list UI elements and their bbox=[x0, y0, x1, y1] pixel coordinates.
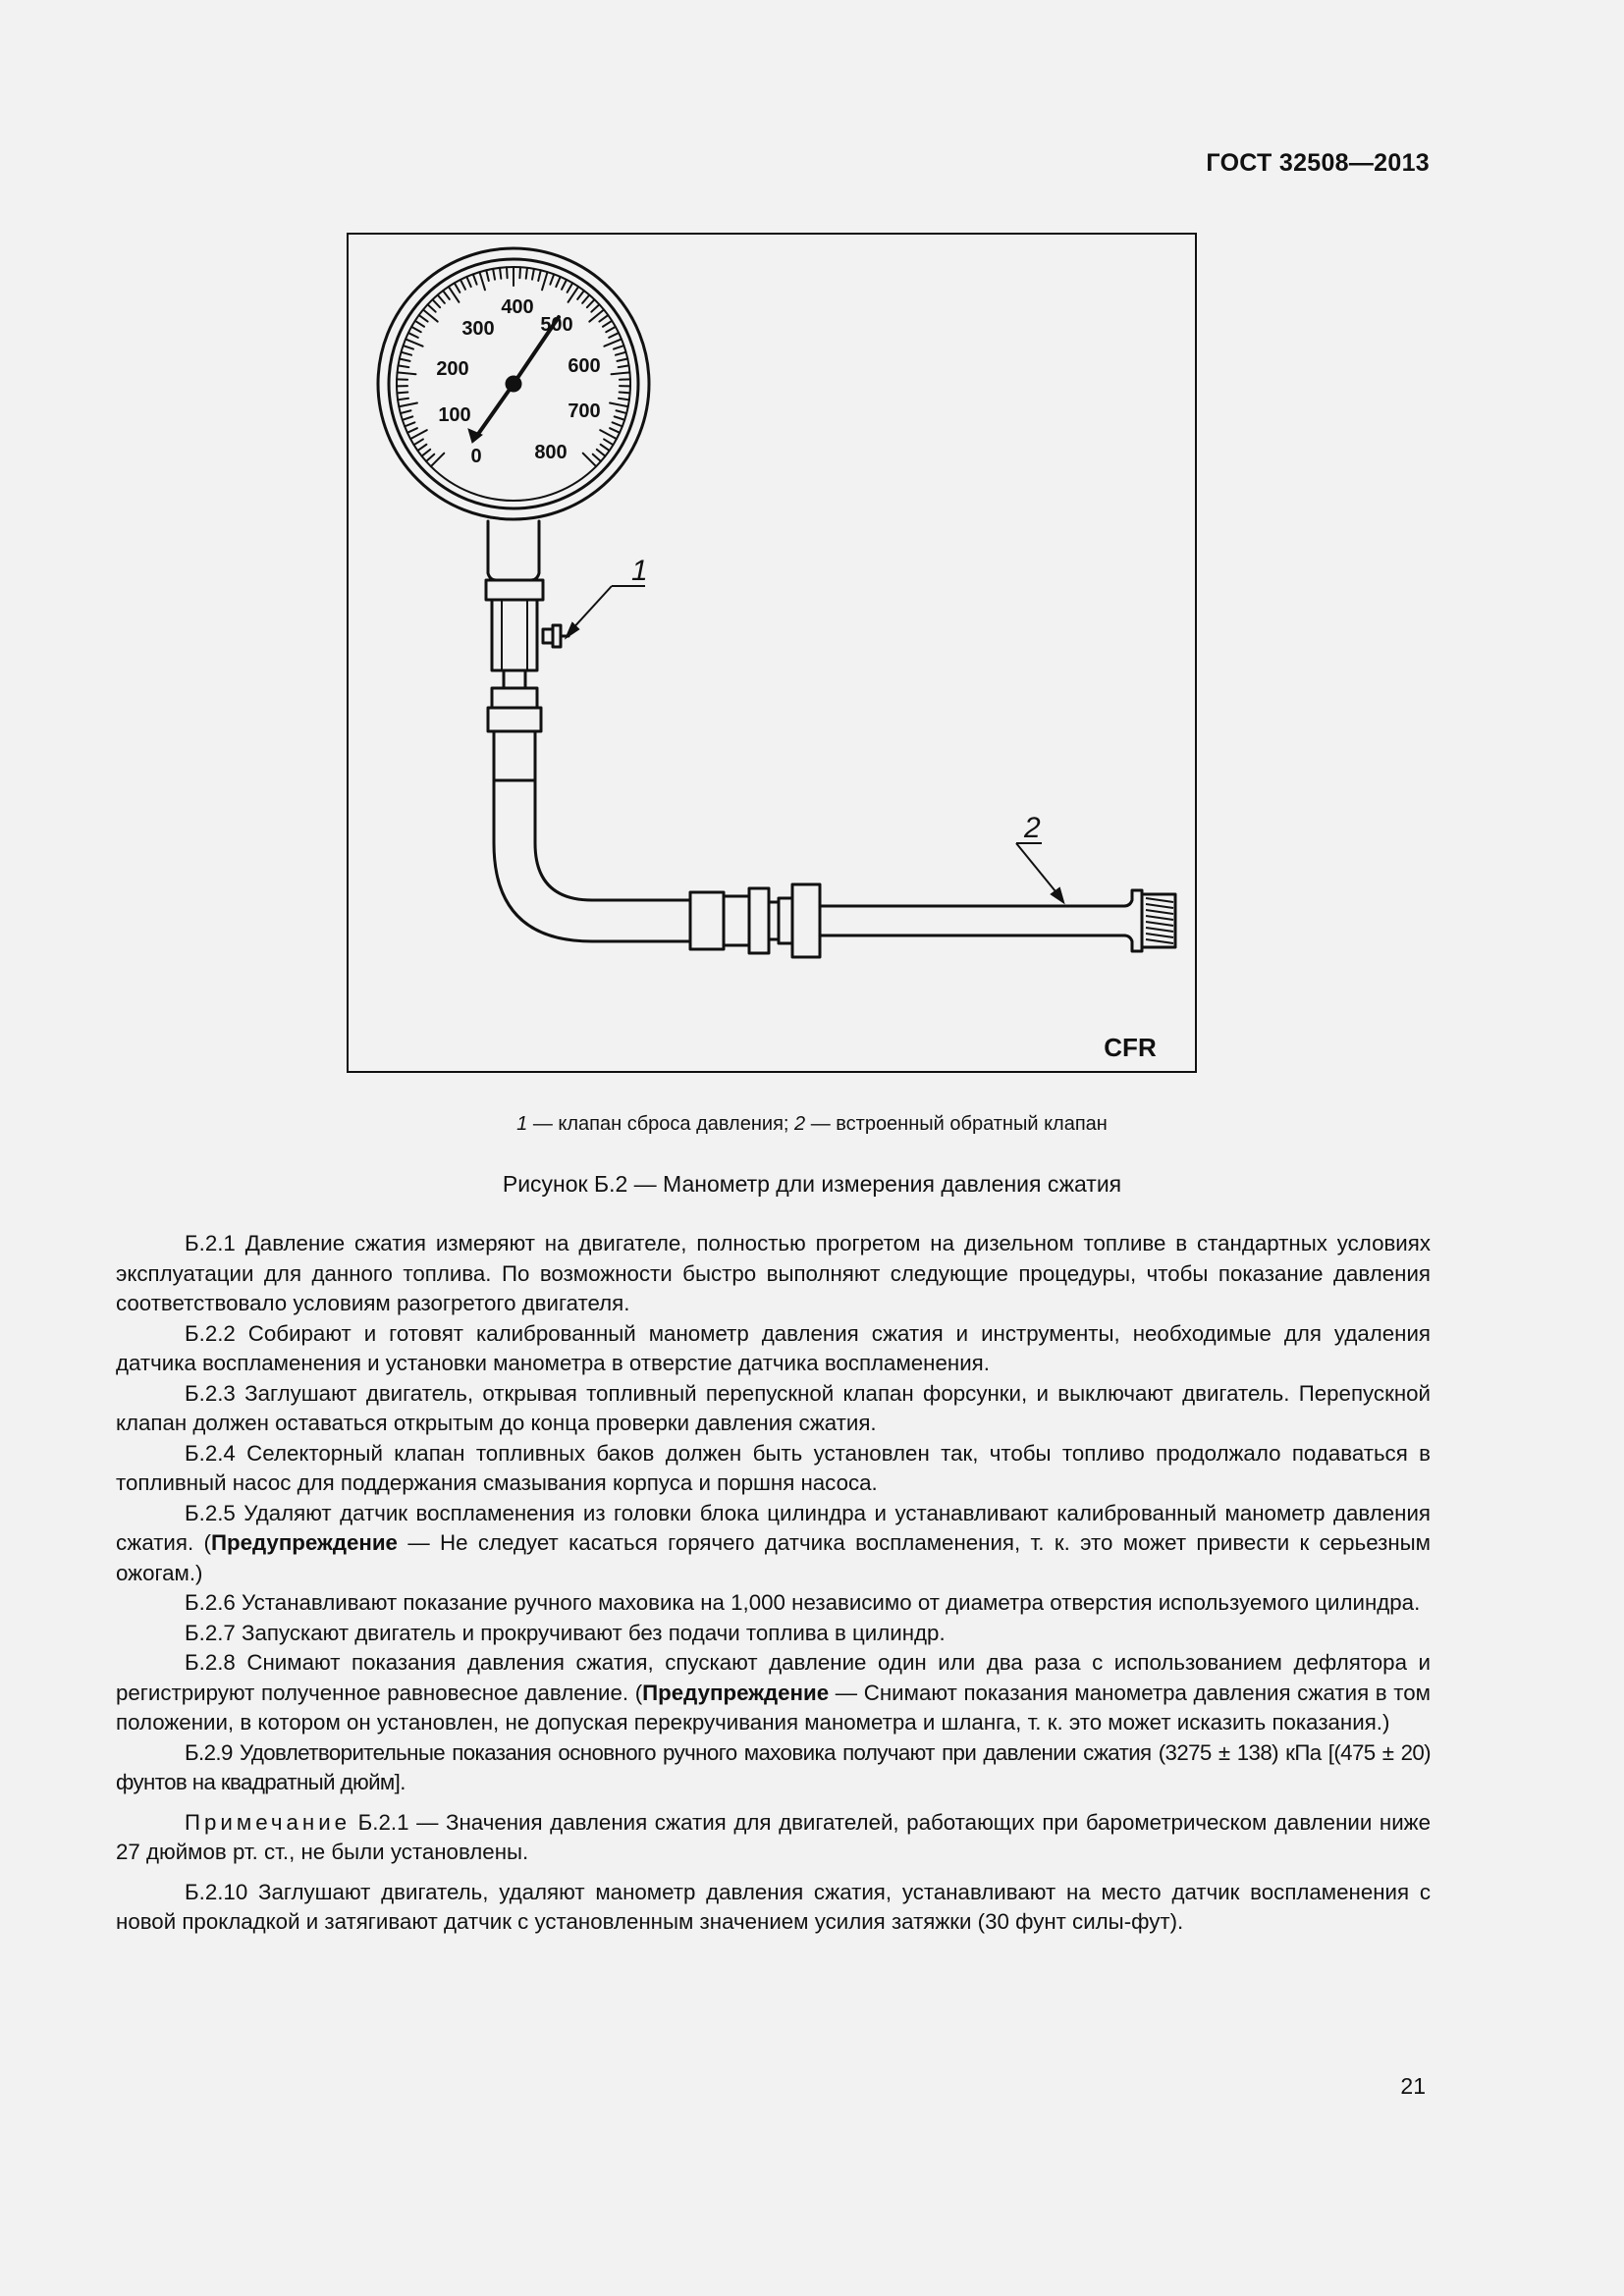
body-text bbox=[116, 1229, 1431, 1938]
gauge-tick bbox=[455, 283, 460, 292]
gauge-tick bbox=[398, 399, 408, 400]
warning-label: Предупреждение bbox=[642, 1680, 830, 1705]
gauge-tick bbox=[479, 272, 485, 290]
note-text: Б.2.1 — Значения давления сжатия для двигателей, работающих при барометрическом давлении ниже 27 дюймов рт. ст., не были установлены. bbox=[116, 1809, 1431, 1864]
gauge-tick bbox=[403, 416, 412, 419]
thread-line bbox=[1146, 934, 1173, 937]
gauge-tick bbox=[568, 283, 573, 292]
gauge-label: 100 bbox=[438, 404, 471, 426]
gauge-tick bbox=[415, 321, 424, 327]
paragraph-b22: Б.2.2 Собирают и готовят калиброванный манометр давления сжатия и инструменты, необходимые для удаления датчика воспламенения и установки манометра в отверстие датчика воспламенения. bbox=[116, 1320, 1431, 1375]
gauge-tick bbox=[433, 299, 441, 307]
paragraph-b21: Б.2.1 Давление сжатия измеряют на двигателе, полностью прогретом на дизельном топливе в стандартных условиях эксплуатации для данного топлива. По возможности быстро выполняют следующие процедуры, чтобы показание давления соответствовало условиям разогретого двигателя. bbox=[116, 1231, 1431, 1315]
gauge-tick bbox=[604, 339, 622, 346]
gauge-label: 500 bbox=[540, 314, 573, 336]
paragraph-b26: Б.2.6 Устанавливают показание ручного маховика на 1,000 независимо от диаметра отверстия используемого цилиндра. bbox=[185, 1590, 1421, 1615]
page-number: 21 bbox=[1400, 2073, 1426, 2099]
thread-line bbox=[1146, 910, 1173, 914]
gauge-tick bbox=[407, 428, 417, 433]
legend-num-1: 1 bbox=[516, 1113, 528, 1135]
gauge-tick bbox=[414, 439, 423, 445]
gauge-tick bbox=[486, 270, 489, 281]
gauge-tick bbox=[405, 422, 414, 426]
paragraph-b210: Б.2.10 Заглушают двигатель, удаляют манометр давления сжатия, устанавливают на место датчик воспламенения с новой прокладкой и затягивают датчик с установленным значением усилия затяжки (30 фунт силы-фут). bbox=[116, 1879, 1431, 1934]
gauge-tick bbox=[619, 365, 629, 367]
warning-label: Предупреждение bbox=[210, 1530, 398, 1555]
gauge-tick bbox=[400, 358, 410, 360]
gauge-label: 0 bbox=[470, 446, 482, 467]
paragraph-b25 bbox=[116, 1499, 1431, 1589]
gauge-tick bbox=[426, 454, 434, 461]
figure-legend bbox=[0, 1113, 1624, 1136]
thread-line bbox=[1146, 922, 1173, 926]
figure-caption: Рисунок Б.2 — Манометр дли измерения давления сжатия bbox=[502, 1171, 1122, 1197]
gauge-label: 800 bbox=[534, 442, 568, 463]
gauge-tick bbox=[593, 454, 601, 461]
paragraph-b28 bbox=[116, 1648, 1431, 1738]
text-run: — Снимают показания манометра давления сжатия в том положении, в котором он установлен, не допуская перекручивания манометра и шланга, т. к. это может исказить показания.) bbox=[116, 1680, 1431, 1735]
gauge-tick bbox=[610, 428, 620, 433]
gauge-tick bbox=[613, 422, 623, 426]
gauge-tick bbox=[614, 346, 623, 349]
document-header: ГОСТ 32508—2013 bbox=[1206, 149, 1430, 177]
gauge-tick bbox=[473, 274, 477, 284]
text-run: Б.2.5 Удаляют датчик воспламенения из головки блока цилиндра и устанавливают калиброванный манометр давления сжатия. ( bbox=[116, 1500, 1431, 1555]
gauge-tick bbox=[582, 295, 589, 303]
gauge-tick bbox=[617, 358, 627, 360]
gauge-tick bbox=[493, 269, 495, 280]
gauge-tick bbox=[601, 445, 610, 451]
gauge-tick bbox=[398, 372, 416, 374]
paragraph-b24: Б.2.4 Селекторный клапан топливных баков должен быть установлен так, чтобы топливо продолжало подаваться в топливный насос для поддержания смазывания корпуса и поршня насоса. bbox=[116, 1440, 1431, 1495]
figure-frame bbox=[347, 233, 1197, 1073]
gauge-tick bbox=[538, 270, 541, 281]
legend-text-2: — встроенный обратный клапан bbox=[805, 1113, 1108, 1135]
gauge-tick bbox=[562, 280, 567, 290]
gauge-tick bbox=[411, 327, 421, 332]
gauge-tick bbox=[401, 352, 411, 355]
thread-line bbox=[1146, 939, 1173, 943]
gauge-tick bbox=[460, 280, 465, 290]
paragraph-b27: Б.2.7 Запускают двигатель и прокручивают без подачи топлива в цилиндр. bbox=[185, 1620, 946, 1645]
gauge-tick bbox=[610, 403, 628, 407]
gauge-label: 400 bbox=[501, 296, 534, 318]
pressure-gauge-diagram bbox=[349, 235, 1195, 1071]
gauge-tick bbox=[599, 315, 608, 321]
gauge-tick bbox=[620, 392, 630, 393]
thread-line bbox=[1146, 928, 1173, 932]
gauge-tick bbox=[526, 268, 527, 279]
gauge-tick bbox=[507, 267, 508, 278]
cfr-mark: CFR bbox=[1104, 1033, 1157, 1062]
gauge-label: 600 bbox=[568, 355, 601, 377]
gauge-tick bbox=[410, 430, 427, 439]
legend-num-2: 2 bbox=[794, 1113, 806, 1135]
gauge-tick bbox=[417, 445, 426, 451]
gauge-tick bbox=[606, 327, 616, 332]
gauge-tick bbox=[404, 346, 413, 349]
thread-line bbox=[1146, 904, 1173, 908]
gauge-tick bbox=[406, 339, 423, 346]
gauge-tick bbox=[438, 295, 445, 303]
gauge-tick bbox=[443, 291, 450, 299]
gauge-tick bbox=[422, 450, 431, 456]
gauge-tick bbox=[532, 269, 534, 280]
gauge-tick bbox=[612, 372, 630, 374]
gauge-tick bbox=[609, 333, 619, 338]
gauge-tick bbox=[600, 430, 617, 439]
gauge-tick bbox=[616, 352, 626, 355]
needle-hub bbox=[506, 376, 521, 392]
gauge-tick bbox=[397, 392, 407, 393]
gauge-tick bbox=[587, 299, 595, 307]
gauge-tick bbox=[419, 315, 428, 321]
gauge-tick bbox=[597, 450, 606, 456]
gauge-label: 300 bbox=[461, 318, 495, 340]
gauge-tick bbox=[556, 277, 560, 287]
thread-line bbox=[1146, 898, 1173, 902]
text-run: — Не следует касаться горячего датчика воспламенения, т. к. это может привести к серьезным ожогам.) bbox=[116, 1530, 1431, 1585]
text-run: Б.2.8 Снимают показания давления сжатия, спускают давление один или два раза с использованием дефлятора и регистрируют полученное равновесное давление. ( bbox=[116, 1650, 1431, 1705]
callout-2: 2 bbox=[1024, 812, 1041, 844]
note-label: Примечание bbox=[185, 1809, 352, 1835]
paragraph-b29: Б.2.9 Удовлетворительные показания основного ручного маховика получают при давлении сжатия (3275 ± 138) кПа [(475 ± 20) фунтов на квадратный дюйм]. bbox=[116, 1739, 1431, 1794]
gauge-label: 200 bbox=[436, 358, 469, 380]
gauge-tick bbox=[615, 416, 624, 419]
gauge-tick bbox=[399, 403, 417, 407]
callout-1: 1 bbox=[631, 555, 648, 587]
thread-line bbox=[1146, 916, 1173, 920]
gauge-tick bbox=[542, 272, 548, 290]
gauge-tick bbox=[500, 268, 501, 279]
legend-text-1: — клапан сброса давления; bbox=[527, 1113, 795, 1135]
gauge-label: 700 bbox=[568, 400, 601, 422]
gauge-tick bbox=[466, 277, 470, 287]
gauge-tick bbox=[401, 410, 411, 413]
gauge-tick bbox=[603, 321, 612, 327]
gauge-tick bbox=[550, 274, 554, 284]
gauge-tick bbox=[604, 439, 613, 445]
gauge-tick bbox=[617, 410, 627, 413]
gauge-tick bbox=[398, 365, 408, 367]
gauge-tick bbox=[408, 333, 418, 338]
paragraph-b23: Б.2.3 Заглушают двигатель, открывая топливный перепускной клапан форсунки, и выключают двигатель. Перепускной клапан должен оставаться открытым до конца проверки давления сжатия. bbox=[116, 1380, 1431, 1435]
gauge-tick bbox=[577, 291, 584, 299]
gauge-tick bbox=[519, 267, 520, 278]
gauge-tick bbox=[428, 304, 436, 311]
gauge-tick bbox=[591, 304, 599, 311]
gauge-tick bbox=[619, 399, 629, 400]
note-b21 bbox=[116, 1808, 1431, 1868]
